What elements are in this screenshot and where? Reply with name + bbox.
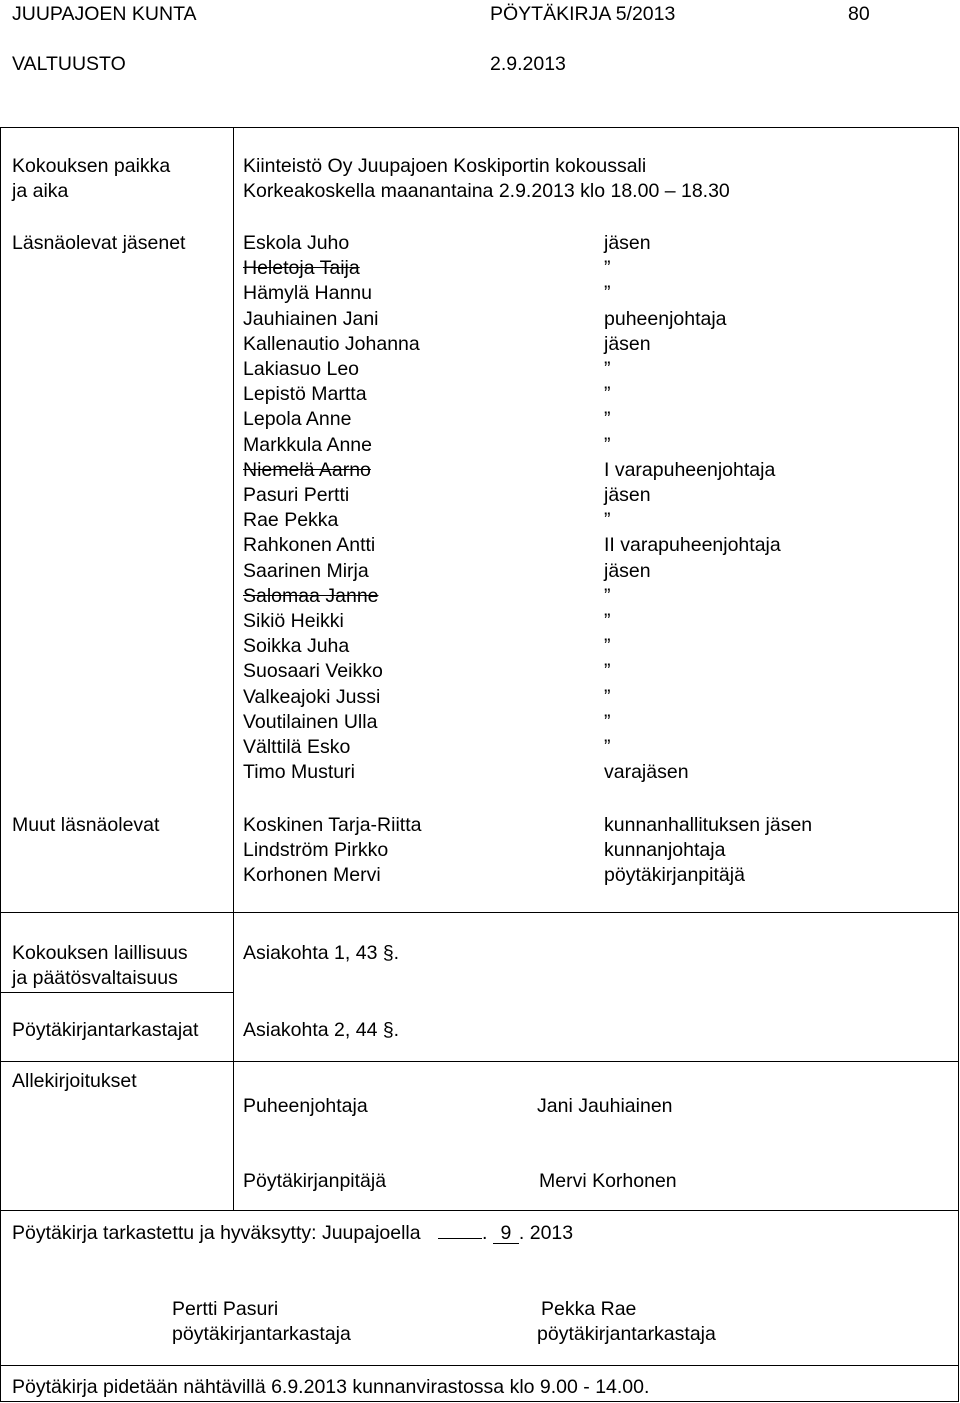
signatures-label: Allekirjoitukset [12, 1070, 137, 1092]
municipality-name: JUUPAJOEN KUNTA [12, 3, 197, 25]
members-name: Heletoja Taija [243, 257, 360, 280]
others-role: kunnanhallituksen jäsen [604, 814, 813, 836]
members-role: ” [604, 736, 611, 758]
members-name: Rae Pekka [243, 509, 339, 532]
members-name: Eskola Juho [243, 232, 350, 254]
display-notice: Pöytäkirja pidetään nähtävillä 6.9.2013 kunnanvirastossa klo 9.00 - 14.00. [12, 1376, 650, 1398]
body-name: VALTUUSTO [12, 53, 126, 75]
document-title: PÖYTÄKIRJA 5/2013 [490, 3, 676, 25]
reviewers-label: Pöytäkirjantarkastajat [12, 1019, 199, 1041]
reviewer2-title: pöytäkirjantarkastaja [537, 1323, 716, 1345]
others-label: Muut läsnäolevat [12, 814, 160, 836]
members-name: Soikka Juha [243, 635, 350, 658]
members-role: ” [604, 660, 611, 683]
approval-line [12, 1221, 573, 1246]
members-name: Rahkonen Antti [243, 534, 376, 557]
members-name: Markkula Anne [243, 433, 372, 456]
members-name: Pasuri Pertti [243, 484, 350, 506]
row-divider [0, 1210, 959, 1211]
others-name: Koskinen Tarja-Riitta [243, 814, 422, 836]
members-name: Kallenautio Johanna [243, 332, 420, 355]
chair-title: Puheenjohtaja [243, 1095, 368, 1117]
members-name: Timo Musturi [243, 761, 355, 784]
legality-label: Kokouksen laillisuus [12, 942, 188, 964]
members-role: ” [604, 408, 611, 431]
members-name: Voutilainen Ulla [243, 710, 378, 733]
members-role: ” [604, 635, 611, 658]
place-label: ja aika [12, 180, 69, 202]
members-role: varajäsen [604, 761, 689, 784]
members-role: jäsen [604, 484, 651, 506]
members-name: Suosaari Veikko [243, 660, 383, 683]
others-name: Korhonen Mervi [243, 864, 381, 887]
members-role: ” [604, 685, 611, 708]
column-divider [233, 127, 234, 1210]
row-divider [0, 1061, 959, 1062]
members-role: ” [604, 433, 611, 456]
reviewers-value: Asiakohta 2, 44 §. [243, 1019, 400, 1041]
members-role: ” [604, 610, 611, 632]
legality-label: ja päätösvaltaisuus [12, 967, 178, 989]
secretary-title: Pöytäkirjanpitäjä [243, 1170, 387, 1192]
members-role: ” [604, 282, 611, 305]
others-role: kunnanjohtaja [604, 839, 726, 862]
members-role: ” [604, 509, 611, 532]
members-name: Valkeajoki Jussi [243, 685, 381, 708]
members-role: puheenjohtaja [604, 307, 727, 330]
members-name: Lakiasuo Leo [243, 358, 360, 380]
members-name: Jauhiainen Jani [243, 307, 379, 330]
others-name: Lindström Pirkko [243, 839, 389, 862]
members-name: Hämylä Hannu [243, 282, 372, 305]
reviewer1-name: Pertti Pasuri [172, 1298, 279, 1320]
members-role: ” [604, 710, 611, 733]
members-role: jäsen [604, 559, 651, 582]
place-value: Kiinteistö Oy Juupajoen Koskiportin kokoussali [243, 155, 647, 177]
reviewer1-title: pöytäkirjantarkastaja [172, 1323, 351, 1345]
approval-year: . 2013 [518, 1222, 574, 1244]
members-role: ” [604, 358, 611, 380]
members-role: ” [604, 584, 611, 607]
members-role: jäsen [604, 232, 651, 254]
secretary-name: Mervi Korhonen [539, 1170, 677, 1192]
members-name: Lepola Anne [243, 408, 352, 431]
members-role: jäsen [604, 332, 651, 355]
others-role: pöytäkirjanpitäjä [604, 864, 745, 887]
row-divider [0, 1365, 959, 1366]
members-name: Välttilä Esko [243, 736, 351, 758]
members-role: II varapuheenjohtaja [604, 534, 781, 557]
chair-name: Jani Jauhiainen [537, 1095, 673, 1117]
approval-text: Pöytäkirja tarkastettu ja hyväksytty: Juupajoella [12, 1222, 421, 1244]
page-number: 80 [848, 3, 870, 25]
members-name: Lepistö Martta [243, 383, 367, 406]
members-label: Läsnäolevat jäsenet [12, 232, 186, 254]
members-name: Saarinen Mirja [243, 559, 369, 582]
members-role: I varapuheenjohtaja [604, 458, 776, 481]
place-value: Korkeakoskella maanantaina 2.9.2013 klo 18.00 – 18.30 [243, 180, 730, 202]
legality-value: Asiakohta 1, 43 §. [243, 942, 400, 964]
members-name: Salomaa Janne [243, 584, 379, 607]
members-name: Niemelä Aarno [243, 458, 371, 481]
row-divider [0, 992, 234, 993]
approval-month: 9 [493, 1223, 519, 1244]
place-label: Kokouksen paikka [12, 155, 171, 177]
members-name: Sikiö Heikki [243, 610, 344, 632]
meeting-date: 2.9.2013 [490, 53, 566, 75]
approval-day-blank [438, 1238, 482, 1239]
members-role: ” [604, 383, 611, 406]
approval-separator: . [482, 1222, 488, 1244]
reviewer2-name: Pekka Rae [541, 1298, 637, 1320]
row-divider [0, 912, 959, 913]
members-role: ” [604, 257, 611, 280]
